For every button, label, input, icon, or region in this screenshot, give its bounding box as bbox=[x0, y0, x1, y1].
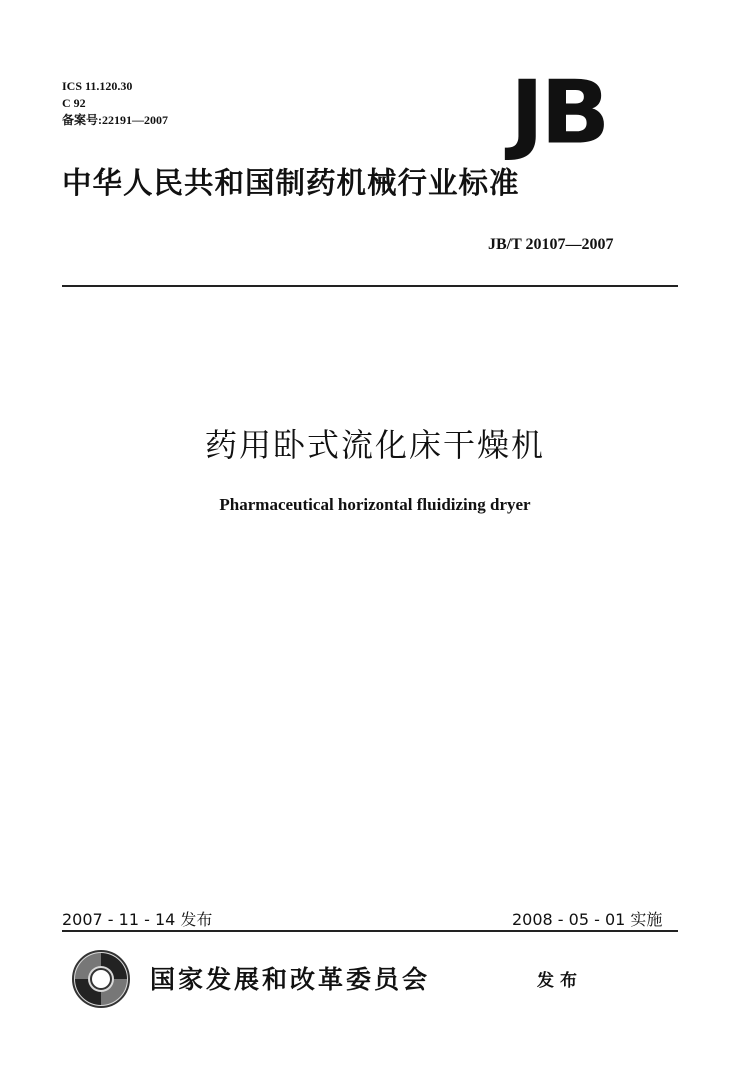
ics-code: ICS 11.120.30 bbox=[62, 79, 133, 93]
issue-date: 2007 - 11 - 14 发布 bbox=[62, 910, 213, 929]
bottom-divider bbox=[62, 930, 678, 932]
industry-standard-heading: 中华人民共和国制药机械行业标准 bbox=[62, 166, 520, 200]
document-title-zh: 药用卧式流化床干燥机 bbox=[204, 426, 545, 464]
top-divider bbox=[62, 285, 678, 287]
jb-logo: JB bbox=[510, 61, 607, 164]
ccs-code: C 92 bbox=[62, 96, 86, 110]
issuing-authority: 国家发展和改革委员会 bbox=[150, 965, 431, 994]
standard-metadata bbox=[62, 78, 168, 129]
implementation-date: 2008 - 05 - 01 实施 bbox=[512, 910, 663, 929]
filing-number: 备案号:22191—2007 bbox=[62, 113, 168, 127]
standard-number: JB/T 20107—2007 bbox=[488, 236, 614, 253]
ndrc-emblem-icon bbox=[70, 948, 132, 1010]
document-title-en: Pharmaceutical horizontal fluidizing dryer bbox=[219, 495, 531, 514]
issue-label: 发布 bbox=[537, 971, 583, 991]
